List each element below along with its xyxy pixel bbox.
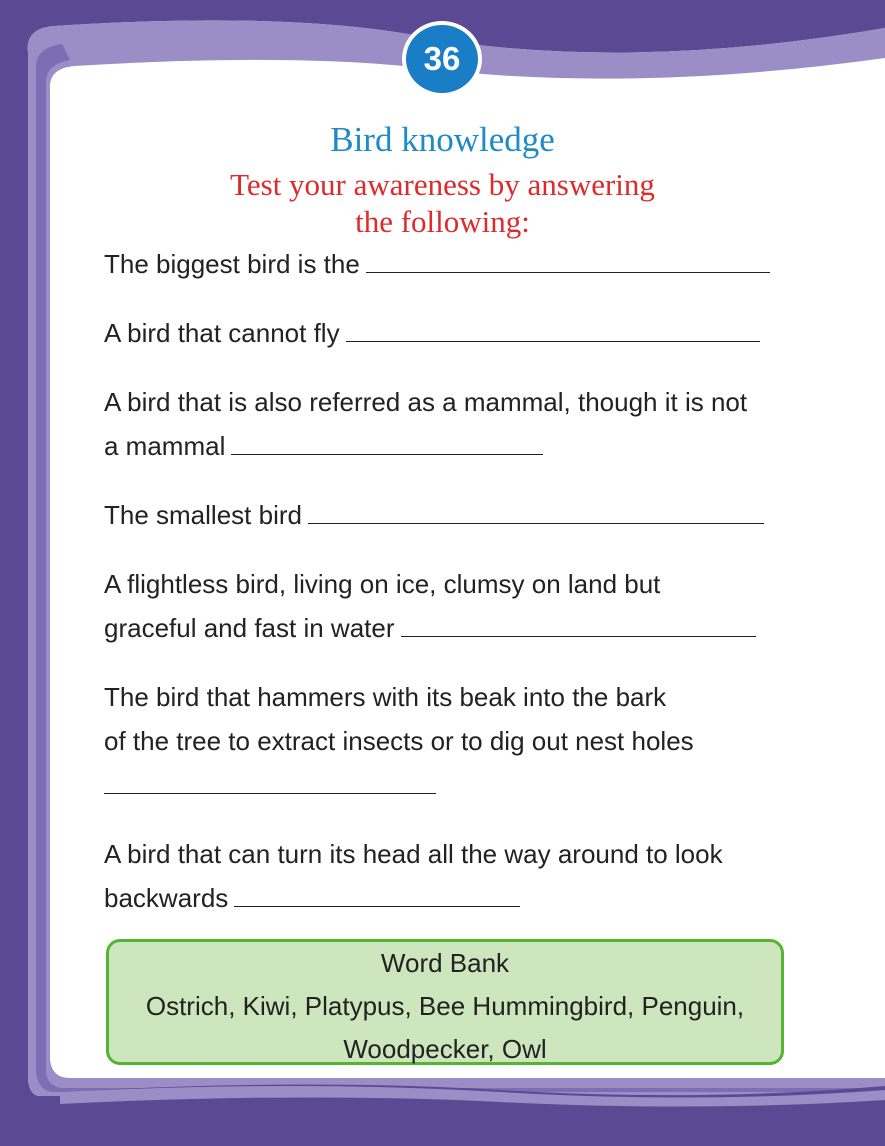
answer-blank[interactable] [104,767,436,794]
question-4 [104,493,764,537]
question-1 [104,242,770,286]
answer-blank[interactable] [308,497,764,524]
question-text: A bird that cannot fly [104,318,340,348]
question-text: A flightless bird, living on ice, clumsy on land but [104,569,661,599]
question-text: A bird that is also referred as a mammal, though it is not [104,387,748,417]
question-text: The bird that hammers with its beak into the bark [104,682,667,712]
question-text: backwards [104,883,229,913]
question-text: The biggest bird is the [104,249,360,279]
answer-blank[interactable] [231,428,543,455]
question-7 [104,832,723,920]
page-subtitle [0,166,885,240]
question-6 [104,675,694,807]
question-text: The smallest bird [104,500,302,530]
page-title: Bird knowledge [330,120,555,159]
answer-blank[interactable] [346,315,760,342]
question-text: graceful and fast in water [104,613,395,643]
page-number-badge: 36 [402,21,482,97]
question-text: A bird that can turn its head all the way around to look [104,839,723,869]
word-bank-line: Ostrich, Kiwi, Platypus, Bee Hummingbird, Penguin, [145,991,745,1021]
word-bank-line: Woodpecker, Owl [343,1034,547,1064]
answer-blank[interactable] [401,610,756,637]
answer-blank[interactable] [366,246,770,273]
question-2 [104,311,760,355]
word-bank-title: Word Bank [380,948,510,978]
question-3 [104,380,747,468]
word-bank [106,939,784,1065]
question-text: of the tree to extract insects or to dig out nest holes [104,726,694,756]
question-5 [104,562,756,650]
answer-blank[interactable] [234,880,520,907]
subtitle-line: the following: [355,204,530,239]
subtitle-line: Test your awareness by answering [230,167,655,202]
question-text: a mammal [104,431,226,461]
